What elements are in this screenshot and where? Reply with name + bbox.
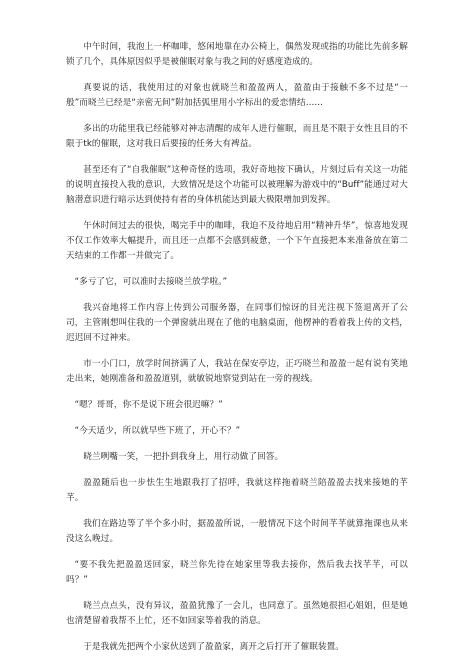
paragraph-5: 午休时间过去的很快，喝完手中的咖啡，我迫不及待地启用“精神升华”，惊喜地发现不仅工作效率大幅提升，而且还一点都不会感到疲惫，一个下午直接把本来准备放在第二天结束的工作都一并做完了。 <box>66 221 408 261</box>
paragraph-13: 我们在路边等了半个多小时，据盈盈所说，一般情况下这个时间芊芊就算拖课也从来没这么晚过。 <box>66 519 408 544</box>
paragraph-6: “多亏了它，可以准时去接晓兰放学啦。” <box>74 277 228 287</box>
paragraph-4: 甚至还有了“自我催眠”这种奇怪的选项，我好奇地按下确认，片刻过后有关这一功能的说明直接投入我的意识，大致情况是这个功能可以被理解为游戏中的“Buff”能通过对大脑潜意识进行暗示达到使持有者的身体机能达到最大极限增加到发挥。 <box>66 165 408 205</box>
paragraph-14: “要不我先把盈盈送回家，晓兰你先待在她家里等我去接你，然后我去找芊芊，可以吗？” <box>66 560 408 585</box>
paragraph-7: 我兴奋地将工作内容上传到公司服务器，在同事们惊讶的目光注视下签退离开了公司，主管刚想叫住我的一个弹窗就出现在了他的电脑桌面，他楞神的看着我上传的文档，迟迟回不过神来。 <box>66 303 408 343</box>
paragraph-2: 真要说的话，我使用过的对象也就晓兰和盈盈两人，盈盈由于接触不多不过是“一般”而晓兰已经是“亲密无间”附加括弧里用小字标出的爱恋情结…… <box>66 83 408 108</box>
paragraph-15: 晓兰点点头，没有异议，盈盈犹豫了一会儿，也同意了。虽然她很担心姐姐，但是她也清楚留着我帮不上忙，还不如回家等着我的消息。 <box>66 601 408 626</box>
paragraph-11: 晓兰咧嘴一笑，一把扑到我身上，用行动做了回答。 <box>83 452 284 462</box>
paragraph-10: “今天适少，所以就早些下班了，开心不？” <box>74 426 241 436</box>
paragraph-3: 多出的功能里我已经能够对神志清醒的成年人进行催眠，而且是不限于女性且目的不限于tk的催眠，这对我日后要接的任务大有裨益。 <box>66 124 408 149</box>
paragraph-16: 于是我就先把两个小家伙送到了盈盈家，离开之后打开了催眠装置。 <box>83 642 345 652</box>
paragraph-9: “嗯？哥哥，你不是说下班会很迟嘛？” <box>74 400 223 410</box>
paragraph-8: 市一小门口，放学时间挤满了人，我站在保安亭边，正巧晓兰和盈盈一起有说有笑地走出来，她刚准备和盈盈道别，就敏锐地察觉到站在一旁的视线。 <box>66 359 408 384</box>
paragraph-12: 盈盈随后也一步怯生生地跟我打了招呼，我就这样拖着晓兰陪盈盈去找来接她的芊芊。 <box>66 478 408 503</box>
paragraph-1: 中午时间，我泡上一杯咖啡，悠闲地靠在办公椅上，偶然发现或指的功能比先前多解锁了几个，具体原因似乎是被催眠对象与我之间的好感度造成的。 <box>66 42 408 67</box>
